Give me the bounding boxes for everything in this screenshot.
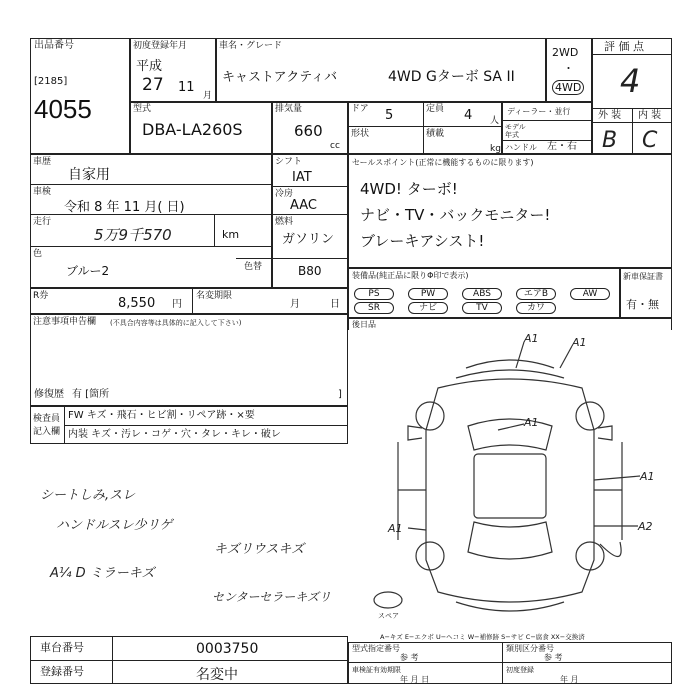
lot-code: [2185]: [34, 76, 68, 87]
displacement-unit: cc: [330, 141, 340, 151]
chassis-label: 車台番号: [40, 641, 84, 654]
warranty-value: 有・無: [626, 298, 659, 311]
fuel-value: ガソリン: [282, 232, 335, 247]
shift-label: シフト: [275, 157, 303, 167]
color-label: 色: [33, 249, 43, 259]
score-value: 4: [620, 62, 641, 100]
interior-label: 内 装: [638, 110, 662, 121]
registration-month: 11: [178, 80, 195, 95]
score-divider-3: [592, 122, 672, 123]
score-divider-v: [632, 108, 633, 154]
type-ref: 参 考: [400, 653, 419, 662]
color-value: ブルー2: [66, 264, 110, 278]
mark-line-2: [560, 346, 572, 368]
handle-label: ハンドル: [505, 143, 537, 152]
footer-right-vdivider: [502, 642, 503, 684]
exterior-label: 外 装: [598, 110, 622, 121]
drive-4wd: 4WD: [552, 80, 584, 95]
handle-options: 左・右: [547, 141, 577, 152]
vehicle-grade: 4WD Gターボ SA II: [388, 69, 515, 85]
reg-label: 登録番号: [40, 665, 84, 678]
model-value: DBA-LA260S: [142, 120, 243, 139]
color-code: B80: [298, 264, 322, 278]
doors-label: ドア: [351, 104, 369, 114]
vehicle-name: キャストアクティバ: [222, 70, 338, 85]
chassis-value: 0003750: [196, 641, 259, 657]
roof: [474, 454, 546, 518]
doors-hdivider: [348, 126, 502, 127]
vehicle-name-label: 車名・グレード: [219, 41, 283, 51]
mark-line-5: [408, 528, 426, 530]
type-label: 型式指定番号: [352, 644, 400, 653]
score-divider: [592, 54, 672, 55]
notes-label: 注意事項申告欄: [33, 317, 97, 327]
left-mirror: [408, 426, 422, 440]
spare-tire-icon: [374, 592, 402, 608]
history-value: 自家用: [68, 167, 110, 183]
mileage-value: 5万9千570: [94, 226, 172, 244]
inspector-label-2: 記入欄: [33, 427, 61, 437]
first-label: 初度登録: [506, 666, 534, 674]
dealer-label: ディーラー・並行: [507, 107, 571, 116]
windshield: [468, 419, 552, 450]
inspection-divider: [30, 214, 272, 215]
body-outline: [426, 379, 594, 602]
mark-a1-windshield: A1: [524, 416, 539, 429]
equip-leather: カワ: [516, 302, 556, 314]
load-unit: kg: [490, 144, 501, 154]
fuel-label: 燃料: [275, 217, 294, 227]
registration-label: 初度登録年月: [133, 41, 188, 51]
interior-score: C: [642, 128, 658, 153]
load-label: 積載: [426, 129, 445, 139]
capacity-unit: 人: [490, 116, 500, 126]
inspection-value: 令和 8 年 11 月( 日): [64, 200, 185, 215]
mark-a1-right-door: A1: [640, 470, 655, 483]
repair-close: ]: [338, 389, 342, 400]
selling-points-label: セールスポイント(正常に機能するものに限ります): [352, 158, 534, 167]
handwritten-line-2: ハンドルスレ少リゲ: [56, 518, 173, 533]
handwritten-line-1: シートしみ,スレ: [40, 488, 136, 503]
ac-divider: [272, 214, 348, 215]
fuel-divider: [236, 258, 348, 259]
registration-month-unit: 月: [203, 91, 213, 101]
front-bumper-inner: [456, 370, 564, 378]
inspector-row-2: 内装 キズ・汚レ・コゲ・穴・タレ・キレ・破レ: [68, 429, 281, 440]
equip-tv: TV: [462, 302, 502, 314]
selling-point-2: ナビ・TV・バックモニター!: [360, 206, 551, 224]
mark-line-3: [498, 424, 524, 430]
doors-divider: [423, 102, 424, 154]
mark-line-1: [516, 342, 524, 368]
drive-dot: ・: [563, 62, 574, 75]
recycle-divider: [192, 288, 193, 314]
ac-value: AAC: [290, 198, 317, 213]
ac-label: 冷房: [275, 189, 294, 199]
handwritten-line-5: センターセラーキズリ: [212, 590, 332, 604]
dealer-year-label: モデル 年式: [505, 123, 526, 139]
displacement-value: 660: [294, 122, 323, 140]
wheel-rear-left: [416, 542, 444, 570]
equip-abs: ABS: [462, 288, 502, 300]
inspector-hdivider: [64, 425, 348, 426]
mileage-unit: km: [222, 228, 240, 241]
diagram-legend: A−キズ E−エクボ U−ヘコミ W−補修跡 S−サビ C−腐食 XX−交換済: [380, 633, 585, 641]
footer-right-hdivider: [348, 662, 672, 663]
selling-point-3: ブレーキアシスト!: [360, 232, 485, 250]
handwritten-line-4: キズリウスキズ: [214, 542, 305, 557]
lot-label: 出品番号: [34, 40, 74, 51]
inspector-row-1: FW キズ・飛石・ヒビ割・リペア跡・×要: [68, 410, 255, 421]
equip-sr: SR: [354, 302, 394, 314]
mark-line-7: [600, 542, 621, 557]
doors-value: 5: [385, 108, 394, 123]
lot-number: 4055: [34, 94, 92, 124]
inspection-label: 車検: [33, 187, 52, 197]
wheel-rear-right: [576, 542, 604, 570]
equip-navi: ナビ: [408, 302, 448, 314]
equip-ps: PS: [354, 288, 394, 300]
shape-label: 形状: [351, 129, 370, 139]
mileage-label: 走行: [33, 217, 52, 227]
rear-label: 後日品: [352, 320, 376, 329]
color-code-label: 色替: [244, 262, 263, 272]
mark-line-4: [594, 476, 640, 480]
reg-value: 名変中: [196, 667, 238, 683]
notes-sublabel: (不具合内容等は具体的に記入して下さい): [110, 319, 242, 327]
equipment-label: 装備品(純正品に限りΦ印で表示): [352, 271, 469, 280]
first-value: 年 月: [560, 675, 579, 684]
class-label: 類別区分番号: [506, 644, 554, 653]
shift-divider: [272, 186, 348, 187]
mark-a2-right-rear: A2: [638, 520, 653, 533]
capacity-value: 4: [464, 108, 473, 123]
equip-aw: AW: [570, 288, 610, 300]
recycle-value: 8,550: [118, 296, 156, 311]
recycle-unit: 円: [172, 299, 182, 310]
shift-value: IAT: [292, 170, 312, 185]
displacement-label: 排気量: [275, 104, 303, 114]
expire-label: 車検証有効期限: [352, 666, 401, 674]
model-label: 型式: [133, 104, 152, 114]
repair-value: 有 [箇所: [72, 389, 110, 400]
drive-2wd: 2WD: [552, 46, 579, 59]
recycle-box: [30, 288, 348, 314]
footer-hdivider: [30, 660, 348, 661]
right-mirror: [598, 426, 612, 440]
selling-point-1: 4WD! ターボ!: [360, 180, 458, 198]
doors-box: [348, 102, 502, 154]
class-ref: 参 考: [544, 653, 563, 662]
equip-pw: PW: [408, 288, 448, 300]
spare-label: スペア: [378, 612, 399, 620]
registration-year: 27: [142, 75, 164, 95]
recycle-label: R券: [33, 291, 49, 301]
footer-vdivider: [112, 636, 113, 684]
exterior-score: B: [602, 128, 618, 153]
capacity-label: 定員: [426, 104, 445, 114]
mark-a1-left-rear: A1: [388, 522, 403, 535]
mileage-divider: [214, 214, 215, 246]
history-label: 車歴: [33, 157, 52, 167]
car-diagram: [348, 330, 672, 630]
dealer-hdivider: [502, 120, 592, 121]
inspector-label-1: 検査員: [33, 414, 61, 424]
mark-a1-front: A1: [524, 332, 539, 345]
registration-era: 平成: [136, 59, 163, 74]
repair-label: 修復歴: [34, 389, 64, 400]
handwritten-line-3: A¼ D ミラーキズ: [50, 566, 155, 581]
rear-window: [468, 522, 552, 559]
history-divider: [30, 184, 272, 185]
deadline-label: 名変期限: [196, 291, 233, 301]
rear-box: [348, 318, 672, 330]
warranty-label: 新車保証書: [623, 272, 663, 281]
deadline-month: 月: [290, 299, 300, 310]
front-bumper: [466, 360, 554, 368]
mileage-hdivider: [30, 246, 272, 247]
score-label: 評 価 点: [604, 40, 644, 53]
equip-airbag: エアB: [516, 288, 556, 300]
expire-value: 年 月 日: [400, 675, 430, 684]
deadline-day: 日: [330, 299, 340, 310]
mark-a1-front-right: A1: [572, 336, 587, 349]
rear-bumper: [456, 602, 564, 611]
